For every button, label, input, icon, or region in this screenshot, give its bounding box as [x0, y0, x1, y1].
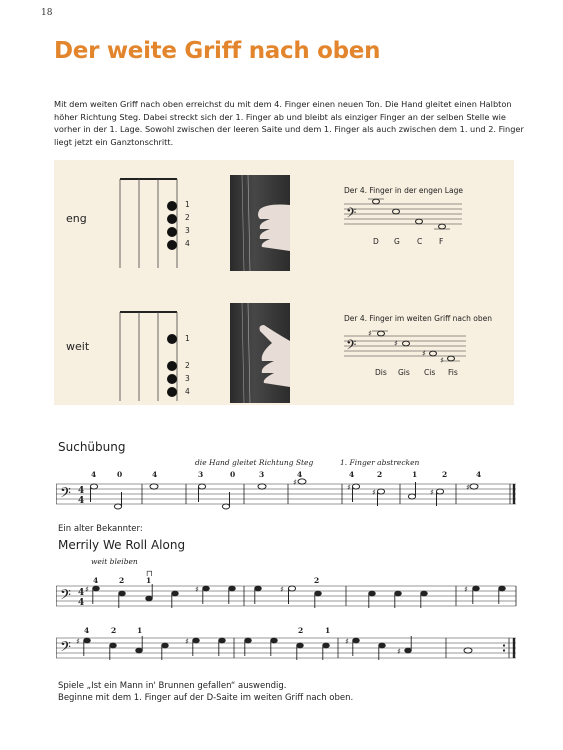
svg-text:𝄢: 𝄢 [346, 205, 357, 224]
exercise2-annotation-stay-wide: weit bleiben [91, 557, 138, 566]
exercise1-staff [56, 478, 518, 518]
svg-text:♯: ♯ [280, 585, 284, 594]
ex1-fingering-6: 3 [259, 470, 265, 479]
ex1-fingering-3: 4 [152, 470, 158, 479]
weit-finger-1: 1 [185, 334, 190, 343]
svg-text:𝄢: 𝄢 [60, 587, 71, 607]
exercise2-staff-line1 [56, 566, 518, 614]
svg-text:♯: ♯ [440, 356, 444, 364]
eng-note-c: C [417, 237, 423, 246]
exercise1-title: Suchübung [58, 440, 126, 454]
exercise1-annotation-slide: die Hand gleitet Richtung Steg [195, 458, 314, 467]
svg-text:♯: ♯ [347, 483, 351, 492]
weit-staff [344, 324, 469, 364]
ex1-fingering-10: 1 [412, 470, 418, 479]
weit-note-gis: Gis [398, 368, 410, 377]
svg-text:♯: ♯ [397, 647, 401, 656]
exercise2-intro: Ein alter Bekannter: [58, 524, 143, 534]
eng-staff [344, 196, 464, 234]
weit-note-fis: Fis [448, 368, 458, 377]
ex2-time-top: 4 [78, 588, 85, 598]
ex2-line1-fingering-4: 2 [314, 576, 320, 585]
ex1-time-top: 4 [78, 486, 85, 496]
svg-text:𝄢: 𝄢 [60, 639, 71, 659]
ex2-line2-fingering-4: 2 [298, 626, 304, 635]
weit-caption: Der 4. Finger im weiten Griff nach oben [344, 314, 493, 323]
weit-note-cis: Cis [424, 368, 436, 377]
ex1-time-bottom: 4 [78, 496, 85, 506]
weit-label: weit [66, 340, 90, 353]
ex1-fingering-1: 4 [91, 470, 97, 479]
ex2-time-bottom: 4 [78, 598, 85, 608]
weit-finger-3: 3 [185, 374, 190, 383]
eng-hand-photo [230, 175, 290, 271]
footer-line-1: Spiele „Ist ein Mann in' Brunnen gefallen“ auswendig. [58, 681, 287, 691]
page-number: 18 [41, 8, 53, 18]
eng-caption: Der 4. Finger in der engen Lage [344, 186, 463, 195]
svg-text:♯: ♯ [345, 637, 349, 646]
svg-text:♯: ♯ [430, 488, 434, 497]
footer-line-2: Beginne mit dem 1. Finger auf der D-Saite im weiten Griff nach oben. [58, 693, 354, 703]
weit-finger-4: 4 [185, 387, 190, 396]
ex2-line1-fingering-1: 4 [93, 576, 99, 585]
svg-text:♯: ♯ [76, 637, 80, 646]
ex1-fingering-8: 4 [349, 470, 355, 479]
ex1-fingering-9: 2 [377, 470, 383, 479]
svg-text:♯: ♯ [368, 329, 372, 338]
ex1-fingering-7: 4 [297, 470, 303, 479]
weit-finger-2: 2 [185, 361, 190, 370]
svg-text:♯: ♯ [195, 585, 199, 594]
ex2-line2-fingering-2: 2 [111, 626, 117, 635]
eng-finger-1: 1 [185, 200, 190, 209]
eng-note-f: F [439, 237, 444, 246]
intro-paragraph: Mit dem weiten Griff nach oben erreichst du mit dem 4. Finger einen neuen Ton. Die Hand gleitet einen Halbton höher Richtung Steg. Dabei streckt sich der 1. Finger ab und bleibt als einziger Finger an der selben Stelle wie vorher in der 1. Lage. Sowohl zwischen der leeren Saite und dem 1. Finger als auch zwischen dem 1. und 2. Finger liegt jetzt ein Ganztonschritt. [54, 99, 524, 147]
exercise2-title: Merrily We Roll Along [58, 538, 186, 552]
svg-text:⊓: ⊓ [146, 569, 153, 578]
svg-text:𝄢: 𝄢 [60, 485, 71, 505]
ex1-fingering-5: 0 [230, 470, 236, 479]
svg-text:♯: ♯ [422, 349, 426, 358]
svg-text:♯: ♯ [293, 478, 297, 487]
svg-text:♯: ♯ [85, 585, 89, 594]
eng-finger-4: 4 [185, 239, 190, 248]
page-title: Der weite Griff nach oben [54, 38, 381, 64]
ex1-fingering-11: 2 [442, 470, 448, 479]
ex2-line1-fingering-3: 1 [146, 576, 152, 585]
ex1-fingering-4: 3 [198, 470, 204, 479]
weit-hand-photo [230, 303, 290, 403]
eng-finger-2: 2 [185, 213, 190, 222]
svg-text:♯: ♯ [372, 488, 376, 497]
svg-text:𝄢: 𝄢 [346, 337, 357, 356]
svg-text:♯: ♯ [466, 483, 470, 492]
eng-fingerboard-diagram [115, 176, 195, 271]
eng-note-d: D [373, 237, 379, 246]
weit-fingerboard-diagram [115, 309, 195, 404]
svg-text:♯: ♯ [185, 637, 189, 646]
ex1-fingering-2: 0 [117, 470, 123, 479]
ex1-fingering-12: 4 [476, 470, 482, 479]
eng-label: eng [66, 212, 87, 225]
ex2-line2-fingering-3: 1 [137, 626, 143, 635]
eng-finger-3: 3 [185, 226, 190, 235]
ex2-line1-fingering-2: 2 [119, 576, 125, 585]
exercise2-staff-line2 [56, 630, 518, 664]
weit-note-dis: Dis [375, 368, 387, 377]
svg-text:♯: ♯ [394, 339, 398, 348]
ex2-line2-fingering-1: 4 [84, 626, 90, 635]
exercise1-annotation-stretch: 1. Finger abstrecken [340, 458, 420, 467]
ex2-line2-fingering-5: 1 [325, 626, 331, 635]
svg-text:♯: ♯ [464, 585, 468, 594]
eng-note-g: G [394, 237, 400, 246]
